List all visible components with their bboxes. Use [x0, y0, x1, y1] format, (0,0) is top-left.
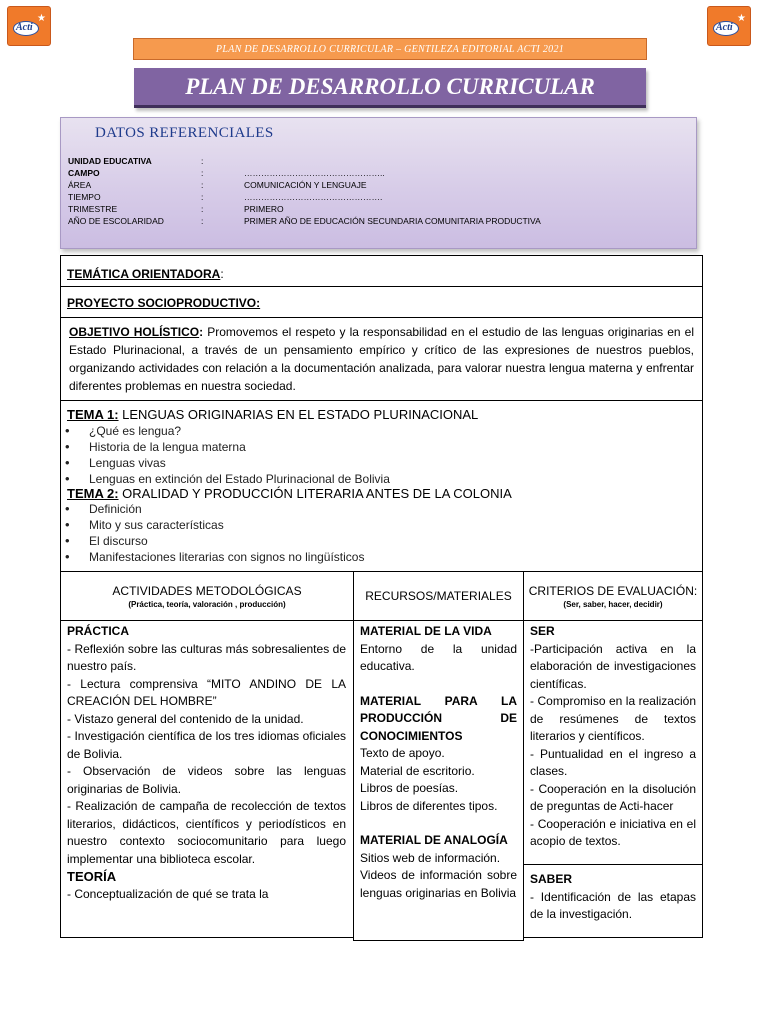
list-item: - Observación de videos sobre las lenguas originarias de Bolivia.	[67, 764, 346, 796]
objetivo-colon: :	[199, 325, 204, 339]
header-actividades	[60, 571, 354, 621]
actividades-cell	[60, 620, 354, 938]
list-item: Entorno de la unidad educativa.	[360, 641, 517, 673]
list-item: • Historia de la lengua materna	[89, 440, 246, 454]
proyecto-label: PROYECTO SOCIOPRODUCTIVO:	[67, 296, 261, 310]
page-title: PLAN DE DESARROLLO CURRICULAR	[134, 68, 646, 108]
material-analogia-title: MATERIAL DE ANALOGÍA	[360, 833, 508, 847]
list-item: • Lenguas vivas	[89, 456, 166, 470]
tema-2-label: TEMA 2:	[67, 486, 119, 501]
objetivo-row	[60, 317, 703, 401]
material-produccion-title: MATERIAL PARA LA PRODUCCIÓN DE CONOCIMIENTOS	[360, 693, 517, 743]
list-item: • Mito y sus características	[89, 518, 224, 532]
datos-key: TIEMPO	[68, 192, 101, 202]
datos-sep: :	[201, 216, 204, 226]
list-item: Videos de información sobre lenguas originarias en Bolivia	[360, 868, 517, 900]
criterios-saber-cell	[523, 864, 703, 938]
temas-row	[60, 400, 703, 572]
list-item: - Lectura comprensiva “MITO ANDINO DE LA CREACIÓN DEL HOMBRE”	[67, 676, 346, 708]
header-criterios	[523, 571, 703, 621]
material-vida-title: MATERIAL DE LA VIDA	[360, 624, 492, 638]
list-item: • Manifestaciones literarias con signos no lingüísticos	[89, 550, 364, 564]
list-item: Texto de apoyo.	[360, 746, 445, 760]
datos-referenciales-box	[60, 117, 697, 249]
datos-key: AÑO DE ESCOLARIDAD	[68, 216, 164, 226]
list-item: Libros de poesías.	[360, 781, 459, 795]
tema-2-title: ORALIDAD Y PRODUCCIÓN LITERARIA ANTES DE LA COLONIA	[118, 486, 512, 501]
datos-sep: :	[201, 192, 204, 202]
list-item: Sitios web de información.	[360, 850, 501, 865]
acti-logo-right	[707, 6, 751, 46]
list-item: - Cooperación en la disolución de preguntas de Acti-hacer	[530, 781, 696, 813]
datos-key: CAMPO	[68, 168, 100, 178]
header-recursos-title: RECURSOS/MATERIALES	[365, 589, 512, 603]
list-item: - Reflexión sobre las culturas más sobresalientes de nuestro país.	[67, 641, 346, 673]
header-criterios-title: CRITERIOS DE EVALUACIÓN:	[528, 583, 698, 598]
recursos-cell	[353, 620, 524, 941]
datos-value: COMUNICACIÓN Y LENGUAJE	[244, 180, 367, 190]
list-item: -Participación activa en la elaboración de investigaciones científicas.	[530, 641, 696, 691]
list-item: - Conceptualización de qué se trata la	[67, 886, 269, 901]
list-item: - Investigación científica de los tres idiomas oficiales de Bolivia.	[67, 729, 346, 761]
proyecto-row	[60, 286, 703, 318]
list-item: Libros de diferentes tipos.	[360, 798, 498, 813]
acti-logo-left	[7, 6, 51, 46]
plan-table	[60, 255, 703, 938]
criterios-ser-cell	[523, 620, 703, 865]
list-item: - Vistazo general del contenido de la unidad.	[67, 711, 304, 726]
logo-text: Acti	[16, 22, 33, 33]
list-item: • ¿Qué es lengua?	[89, 424, 181, 438]
header-banner: PLAN DE DESARROLLO CURRICULAR – GENTILEZA EDITORIAL ACTI 2021	[133, 38, 647, 60]
datos-sep: :	[201, 204, 204, 214]
tematica-row	[60, 255, 703, 287]
datos-sep: :	[201, 156, 204, 166]
star-icon: ★	[737, 13, 746, 24]
list-item: - Puntualidad en el ingreso a clases.	[530, 746, 696, 778]
header-actividades-sub: (Práctica, teoría, valoración , producción)	[128, 599, 286, 609]
ser-title: SER	[530, 624, 555, 638]
datos-value: PRIMER AÑO DE EDUCACIÓN SECUNDARIA COMUNITARIA PRODUCTIVA	[244, 216, 541, 226]
datos-sep: :	[201, 180, 204, 190]
star-icon: ★	[37, 13, 46, 24]
list-item: • Definición	[89, 502, 142, 516]
list-item: - Compromiso en la realización de resúmenes de textos literarios y científicos.	[530, 694, 696, 743]
objetivo-text: Promovemos el respeto y la responsabilidad en el estudio de las lenguas originarias en el Estado Plurinacional, a través de un pensamiento empírico y crítico de las expresiones de nuestros pueblos, organizando actividades con relación a la documentación analizada, para valorar nuestra lengua materna y enfrentar diferentes problemas en nuestra sociedad.	[69, 325, 694, 393]
datos-key: TRIMESTRE	[68, 204, 118, 214]
list-item: - Cooperación e iniciativa en el acopio de textos.	[530, 816, 696, 848]
datos-key: UNIDAD EDUCATIVA	[68, 156, 152, 166]
objetivo-label: OBJETIVO HOLÍSTICO	[69, 325, 200, 339]
datos-value: ………………………………………….	[244, 192, 383, 202]
practica-title: PRÁCTICA	[67, 624, 129, 638]
datos-value: PRIMERO	[244, 204, 284, 214]
datos-value: …………………………………………..	[244, 168, 385, 178]
datos-key: ÁREA	[68, 180, 92, 190]
logo-text: Acti	[716, 22, 733, 33]
tematica-label: TEMÁTICA ORIENTADORA	[67, 267, 221, 281]
teoria-title: TEORÍA	[67, 869, 117, 884]
tema-1-heading	[67, 407, 478, 422]
saber-title: SABER	[530, 872, 573, 886]
tema-1-title: LENGUAS ORIGINARIAS EN EL ESTADO PLURINACIONAL	[118, 407, 479, 422]
list-item: • El discurso	[89, 534, 148, 548]
tema-1-label: TEMA 1:	[67, 407, 119, 422]
tema-2-heading	[67, 486, 512, 501]
list-item: Material de escritorio.	[360, 763, 475, 778]
datos-sep: :	[201, 168, 204, 178]
header-recursos	[353, 571, 524, 621]
tematica-colon: :	[220, 267, 224, 281]
datos-title: DATOS REFERENCIALES	[95, 125, 274, 141]
header-actividades-title: ACTIVIDADES METODOLÓGICAS	[112, 583, 302, 598]
header-criterios-sub: (Ser, saber, hacer, decidir)	[563, 599, 663, 609]
list-item: • Lenguas en extinción del Estado Plurinacional de Bolivia	[89, 472, 390, 486]
list-item: - Realización de campaña de recolección de textos literarios, didácticos, científicos y periodísticos en nuestro contexto sociocomunitario para luego implementar una biblioteca escolar.	[67, 799, 346, 866]
list-item: - Identificación de las etapas de la investigación.	[530, 889, 696, 921]
